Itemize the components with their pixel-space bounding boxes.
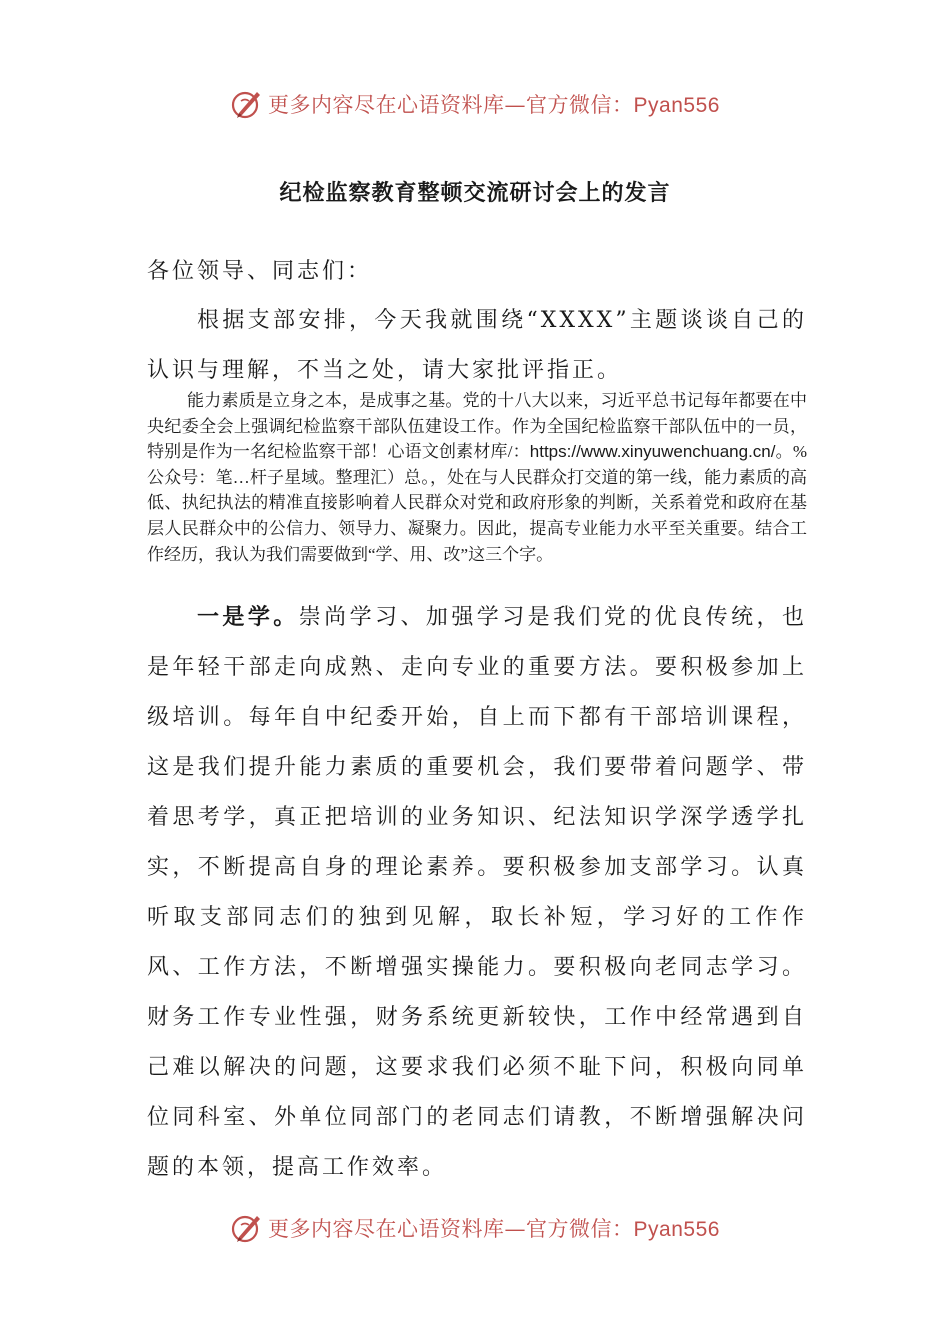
document-title: 纪检监察教育整顿交流研讨会上的发言 <box>279 180 671 206</box>
greeting: 各位领导、同志们： <box>147 259 373 284</box>
banner-text: 更多内容尽在心语资料库—官方微信：Pyan556 <box>268 1217 720 1241</box>
paragraph-intro: 根据支部安排，今天我就围绕“XXXX”主题谈谈自己的认识与理解，不当之处，请大家批评指正。 <box>147 308 807 383</box>
banner-text: 更多内容尽在心语资料库—官方微信：Pyan556 <box>268 93 720 117</box>
header-banner <box>0 84 950 124</box>
section-lead: 一是学。 <box>197 604 299 630</box>
source-url: https://www.xinyuwenchuang.cn/ <box>529 442 776 462</box>
paragraph-ability: 能力素质是立身之本，是成事之基。党的十八大以来，习近平总书记每年都要在中央纪委全会上强调纪检监察干部队伍建设工作。作为全国纪检监察干部队伍中的一员，特别是作为一名纪检监察干部！心语文创素材库/：https://www.xinyuwenchuang.cn/。%公众号：笔…杆子星域。整理汇）总。，处在与人民群众打交道的第一线，能力素质的高低、执纪执法的精准直接影响着人民群众对党和政府形象的判断，关系着党和政府在基层人民群众中的公信力、领导力、凝聚力。因此，提高专业能力水平至关重要。结合工作经历，我认为我们需要做到“学、用、改”这三个字。 <box>147 391 807 564</box>
pen-logo-icon <box>230 1211 264 1245</box>
pen-logo-icon <box>230 87 264 121</box>
footer-banner <box>0 1208 950 1248</box>
paragraph-study: 一是学。崇尚学习、加强学习是我们党的优良传统，也是年轻干部走向成熟、走向专业的重要方法。要积极参加上级培训。每年自中纪委开始，自上而下都有干部培训课程，这是我们提升能力素质的重要机会，我们要带着问题学、带着思考学，真正把培训的业务知识、纪法知识学深学透学扎实，不断提高自身的理论素养。要积极参加支部学习。认真听取支部同志们的独到见解，取长补短，学习好的工作作风、工作方法，不断增强实操能力。要积极向老同志学习。财务工作专业性强，财务系统更新较快，工作中经常遇到自己难以解决的问题，这要求我们必须不耻下问，积极向同单位同科室、外单位同部门的老同志们请教，不断增强解决问题的本领，提高工作效率。 <box>147 604 807 1180</box>
